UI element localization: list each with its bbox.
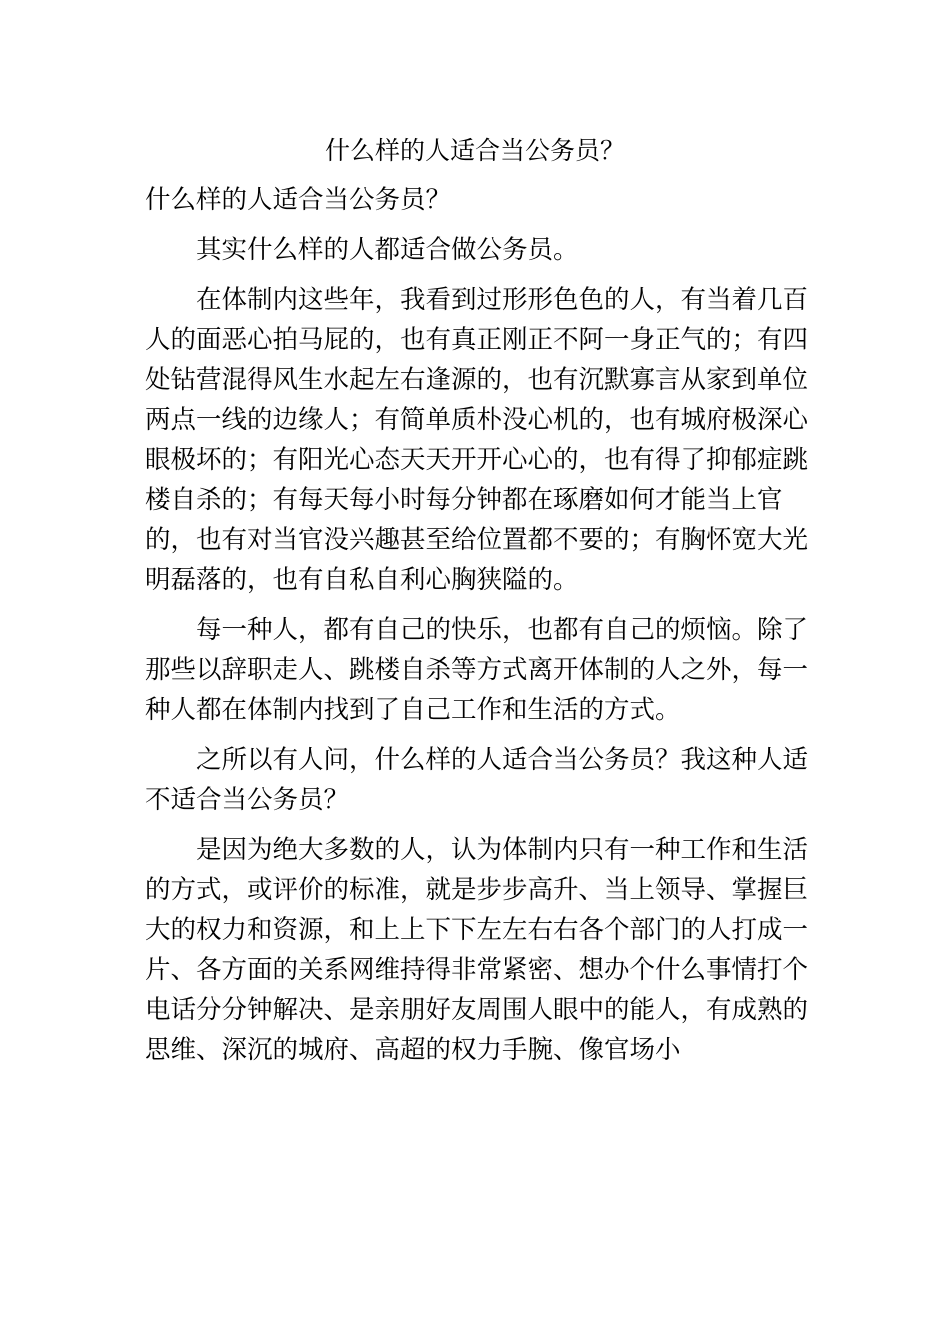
paragraph: 之所以有人问，什么样的人适合当公务员？我这种人适不适合当公务员？ [145, 745, 809, 815]
paragraph: 每一种人，都有自己的快乐，也都有自己的烦恼。除了那些以辞职走人、跳楼自杀等方式离开体制的人之外，每一种人都在体制内找到了自己工作和生活的方式。 [145, 615, 809, 725]
paragraph: 其实什么样的人都适合做公务员。 [196, 235, 579, 265]
paragraph: 在体制内这些年，我看到过形形色色的人，有当着几百人的面恶心拍马屁的，也有真正刚正不阿一身正气的；有四处钻营混得风生水起左右逢源的，也有沉默寡言从家到单位两点一线的边缘人；有简单质朴没心机的，也有城府极深心眼极坏的；有阳光心态天天开开心心的，也有得了抑郁症跳楼自杀的；有每天每小时每分钟都在琢磨如何才能当上官的，也有对当官没兴趣甚至给位置都不要的；有胸怀宽大光明磊落的，也有自私自利心胸狭隘的。 [145, 285, 809, 595]
document-title: 什么样的人适合当公务员？ [324, 136, 625, 165]
paragraph-subtitle: 什么样的人适合当公务员？ [145, 185, 452, 215]
paragraph: 是因为绝大多数的人，认为体制内只有一种工作和生活的方式，或评价的标准，就是步步高升、当上领导、掌握巨大的权力和资源，和上上下下左左右右各个部门的人打成一片、各方面的关系网维持得非常紧密、想办个什么事情打个电话分分钟解决、是亲朋好友周围人眼中的能人，有成熟的思维、深沉的城府、高超的权力手腕、像官场小 [145, 835, 809, 1065]
document-body [145, 180, 810, 1080]
